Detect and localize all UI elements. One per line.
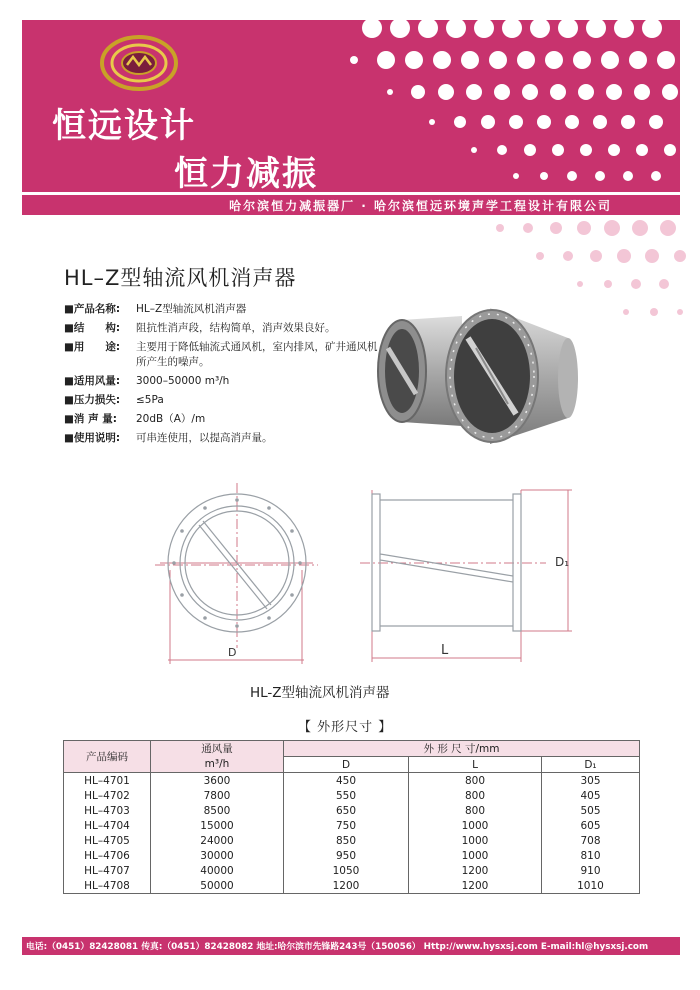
header-flow-unit: m³/h	[151, 757, 284, 773]
header-col-d1: D₁	[542, 757, 640, 773]
table-row: HL–4707 40000 1050 1200 910	[64, 863, 640, 878]
table-title: 【 外形尺寸 】	[298, 720, 393, 735]
company-names: 哈尔滨恒力减振器厂 · 哈尔滨恒远环境声学工程设计有限公司	[229, 199, 612, 213]
table-row: HL–4701 3600 450 800 305	[64, 773, 640, 789]
table-row: HL–4705 24000 850 1000 708	[64, 833, 640, 848]
table-row: HL–4703 8500 650 800 505	[64, 803, 640, 818]
dimensions-table	[63, 740, 640, 894]
spec-item: ■用 途: 主要用于降低轴流式通风机，室内排风，矿井通风机所产生的噪声。	[64, 341, 378, 368]
dim-d-label: D	[228, 646, 237, 659]
spec-item: ■压力损失: ≤5Pa	[64, 394, 164, 406]
dim-d1-label: D₁	[555, 555, 570, 569]
spec-item: ■产品名称: HL–Z型轴流风机消声器	[64, 303, 247, 315]
spec-item: ■消 声 量: 20dB（A）/m	[64, 413, 206, 425]
footer-contact: 电话:（0451）82428081 传真:（0451）82428082 地址:哈尔滨市先锋路243号（150056） Http://www.hysxsj.com E-mail:hl@hysxsj.com	[26, 942, 649, 952]
table-row: HL–4706 30000 950 1000 810	[64, 848, 640, 863]
drawing-caption: HL-Z型轴流风机消声器	[250, 685, 390, 701]
header-col-d: D	[284, 757, 409, 773]
slogan-line-2: 恒力减振	[174, 154, 318, 192]
spec-item: ■使用说明: 可串连使用，以提高消声量。	[64, 432, 273, 444]
header-dims: 外 形 尺 寸/mm	[284, 741, 640, 757]
header-code: 产品编码	[64, 741, 151, 773]
dim-l-label: L	[441, 643, 449, 658]
header-flow: 通风量	[151, 741, 284, 757]
spec-item: ■适用风量: 3000–50000 m³/h	[64, 375, 230, 387]
header-col-l: L	[409, 757, 542, 773]
slogan-line-1: 恒远设计	[52, 106, 196, 146]
table-row: HL–4708 50000 1200 1200 1010	[64, 878, 640, 894]
table-row: HL–4702 7800 550 800 405	[64, 788, 640, 803]
product-title: HL–Z型轴流风机消声器	[64, 266, 297, 290]
spec-item: ■结 构: 阻抗性消声段，结构简单，消声效果良好。	[64, 322, 336, 334]
table-row: HL–4704 15000 750 1000 605	[64, 818, 640, 833]
